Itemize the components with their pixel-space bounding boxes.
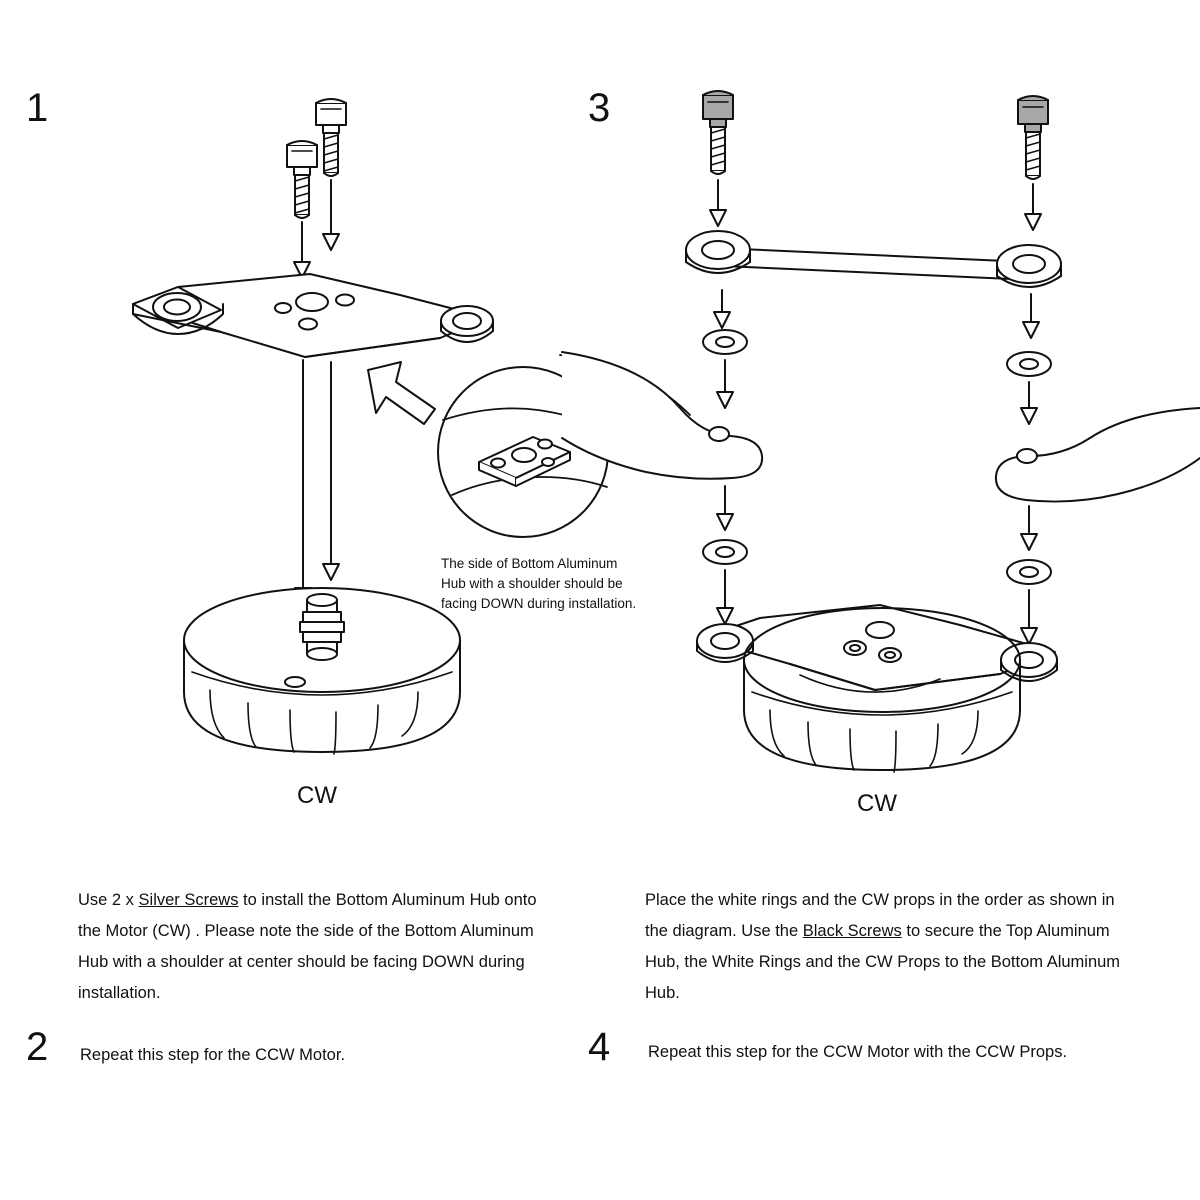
- silver-screw-right: [316, 99, 346, 176]
- arrow-ring-to-hub-right: [1021, 590, 1037, 644]
- white-ring-upper-right: [1007, 352, 1051, 376]
- step-3-caption-link: Black Screws: [802, 922, 902, 940]
- top-aluminum-hub: [686, 231, 1061, 287]
- white-ring-upper-left: [703, 330, 747, 354]
- step-2-caption: Repeat this step for the CCW Motor.: [80, 1046, 346, 1064]
- motor-label-cw-step1: CW: [297, 782, 337, 809]
- step-4-number: 4: [588, 1025, 611, 1069]
- arrow-hub-to-motor-2: [323, 362, 339, 580]
- cw-prop-right: [996, 408, 1200, 502]
- motor-cw-step1: [184, 588, 460, 754]
- arrow-ring-to-prop-right: [1021, 382, 1037, 424]
- step-3-caption-pre: Place the white rings and the CW props in the order as shown in the diagram. Use the: [645, 891, 1120, 940]
- arrow-ring-to-prop-left: [717, 360, 733, 408]
- step-1-caption-post: to install the Bottom Aluminum Hub onto the Motor (CW) . Please note the side of the Bottom Aluminum Hub with a shoulder at center should be facing DOWN during installation.: [78, 891, 542, 1002]
- arrow-blackscrew-to-tophub-right: [1025, 184, 1041, 230]
- black-screw-right: [1018, 96, 1048, 179]
- arrow-screw-to-hub-2: [323, 180, 339, 250]
- arrow-blackscrew-to-tophub-left: [710, 180, 726, 226]
- arrow-ring-to-hub-left: [717, 570, 733, 624]
- zoom-pointer-arrow: [368, 362, 435, 424]
- silver-screw-left: [287, 141, 317, 218]
- arrow-tophub-to-ring-left: [714, 290, 730, 328]
- step-4-caption: Repeat this step for the CCW Motor with the CCW Props.: [648, 1043, 1068, 1061]
- white-ring-lower-right: [1007, 560, 1051, 584]
- arrow-tophub-to-ring-right: [1023, 294, 1039, 338]
- step-2-number: 2: [26, 1025, 49, 1069]
- step-3-number: 3: [588, 86, 611, 130]
- arrow-hub-to-motor-1: [295, 360, 311, 604]
- arrow-screw-to-hub-1: [294, 222, 310, 278]
- arrow-prop-to-ring-right: [1021, 506, 1037, 550]
- step-1-caption: [78, 885, 548, 1009]
- white-ring-lower-left: [703, 540, 747, 564]
- callout-note: The side of Bottom Aluminum Hub with a shoulder should be facing DOWN during installation.: [441, 556, 637, 611]
- motor-label-cw-step3: CW: [857, 790, 897, 817]
- step-1-number: 1: [26, 86, 49, 130]
- step-3-caption: [645, 885, 1135, 1009]
- bottom-aluminum-hub-step1: [133, 274, 493, 357]
- step-3-caption-post: to secure the Top Aluminum Hub, the White Rings and the CW Props to the Bottom Aluminum Hub.: [645, 922, 1125, 1002]
- step-1-caption-link: Silver Screws: [138, 891, 239, 909]
- arrow-prop-to-ring-left: [717, 486, 733, 530]
- black-screw-left: [703, 91, 733, 174]
- step-1-caption-pre: Use 2 x: [78, 891, 139, 909]
